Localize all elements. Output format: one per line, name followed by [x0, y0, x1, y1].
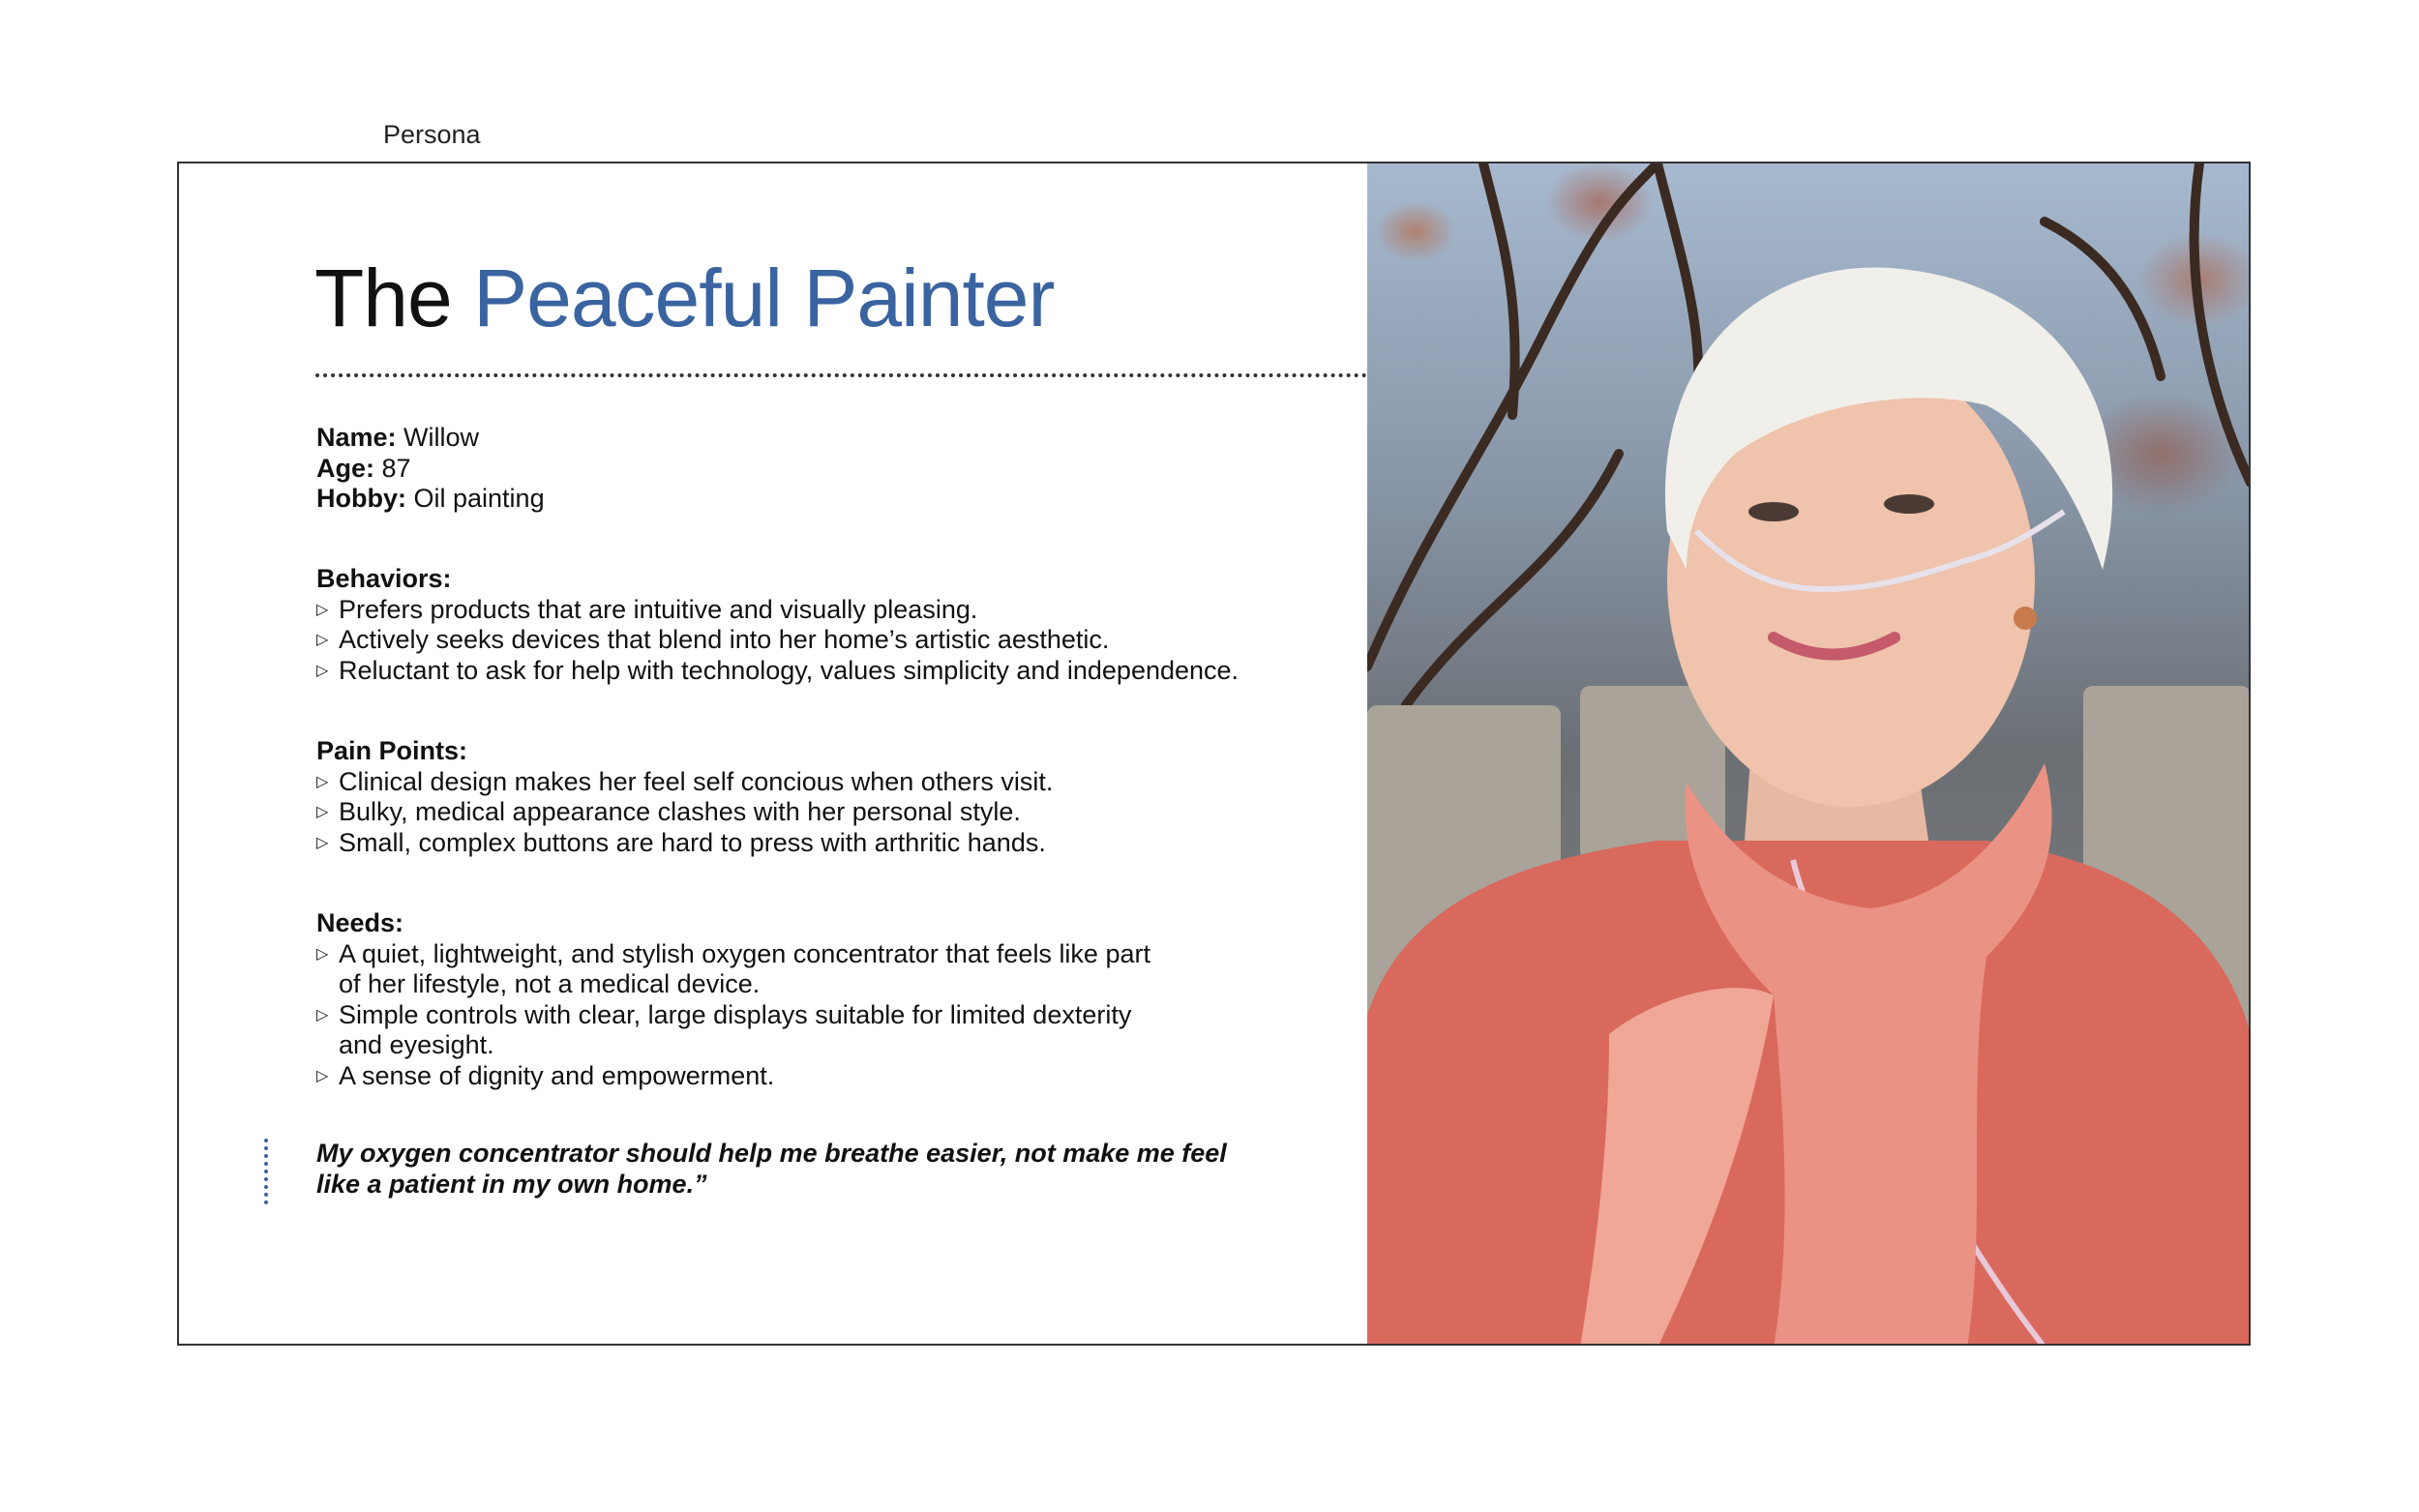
list-item-text: Reluctant to ask for help with technology, values simplicity and independence. — [339, 655, 1239, 685]
earring — [2014, 607, 2037, 630]
name-label: Name: — [316, 423, 397, 452]
hobby-value: Oil painting — [413, 484, 545, 513]
list-item — [316, 939, 1187, 1000]
list-item-text: A quiet, lightweight, and stylish oxygen concentrator that feels like part of her lifestyle, not a medical device. — [339, 938, 1150, 998]
triangle-bullet-icon: ▷ — [316, 945, 329, 963]
pain-points-heading: Pain Points: — [316, 736, 468, 765]
list-item-text: Small, complex buttons are hard to press with arthritic hands. — [339, 827, 1046, 857]
list-item — [316, 656, 1239, 687]
behaviors-heading: Behaviors: — [316, 564, 452, 593]
behaviors-section — [316, 564, 1239, 686]
quote-marker — [264, 1139, 268, 1204]
triangle-bullet-icon: ▷ — [316, 834, 329, 851]
list-item — [316, 625, 1239, 656]
profile-block — [316, 423, 545, 515]
list-item-text: Prefers products that are intuitive and visually pleasing. — [339, 594, 978, 624]
dotted-divider — [315, 373, 1367, 377]
pain-points-section — [316, 736, 1053, 858]
triangle-bullet-icon: ▷ — [316, 804, 329, 820]
list-item — [316, 797, 1053, 828]
list-item — [316, 1061, 1187, 1092]
triangle-bullet-icon: ▷ — [316, 632, 329, 648]
left-eye — [1748, 502, 1799, 521]
hobby-label: Hobby: — [316, 484, 406, 513]
persona-quote: My oxygen concentrator should help me breathe easier, not make me feel like a patient in my own home.” — [316, 1139, 1227, 1199]
needs-section — [316, 908, 1187, 1091]
list-item — [316, 1000, 1187, 1061]
persona-card — [177, 162, 2251, 1346]
triangle-bullet-icon: ▷ — [316, 1067, 329, 1084]
profile-name — [316, 423, 545, 454]
list-item-text: A sense of dignity and empowerment. — [339, 1060, 775, 1090]
woman-portrait-illustration — [1367, 163, 2251, 1344]
persona-title — [314, 253, 1054, 342]
list-item — [316, 767, 1053, 798]
list-item — [316, 828, 1053, 859]
triangle-bullet-icon: ▷ — [316, 1006, 329, 1023]
page-label: Persona — [383, 120, 481, 149]
triangle-bullet-icon: ▷ — [316, 601, 329, 618]
triangle-bullet-icon: ▷ — [316, 773, 329, 790]
list-item-text: Clinical design makes her feel self concious when others visit. — [339, 766, 1054, 796]
name-value: Willow — [403, 423, 480, 452]
persona-details — [179, 163, 1367, 1344]
age-value: 87 — [381, 453, 411, 483]
age-label: Age: — [316, 453, 374, 483]
profile-hobby — [316, 484, 545, 515]
title-accent: Peaceful Painter — [473, 252, 1055, 343]
profile-age — [316, 454, 545, 485]
persona-photo — [1367, 163, 2251, 1344]
needs-heading: Needs: — [316, 908, 404, 937]
list-item-text: Bulky, medical appearance clashes with her personal style. — [339, 797, 1021, 826]
title-prefix: The — [314, 252, 452, 343]
list-item-text: Actively seeks devices that blend into her home’s artistic aesthetic. — [339, 625, 1110, 654]
triangle-bullet-icon: ▷ — [316, 662, 329, 679]
right-eye — [1884, 494, 1934, 514]
list-item-text: Simple controls with clear, large displays suitable for limited dexterity and eyesight. — [339, 999, 1132, 1059]
list-item — [316, 595, 1239, 626]
